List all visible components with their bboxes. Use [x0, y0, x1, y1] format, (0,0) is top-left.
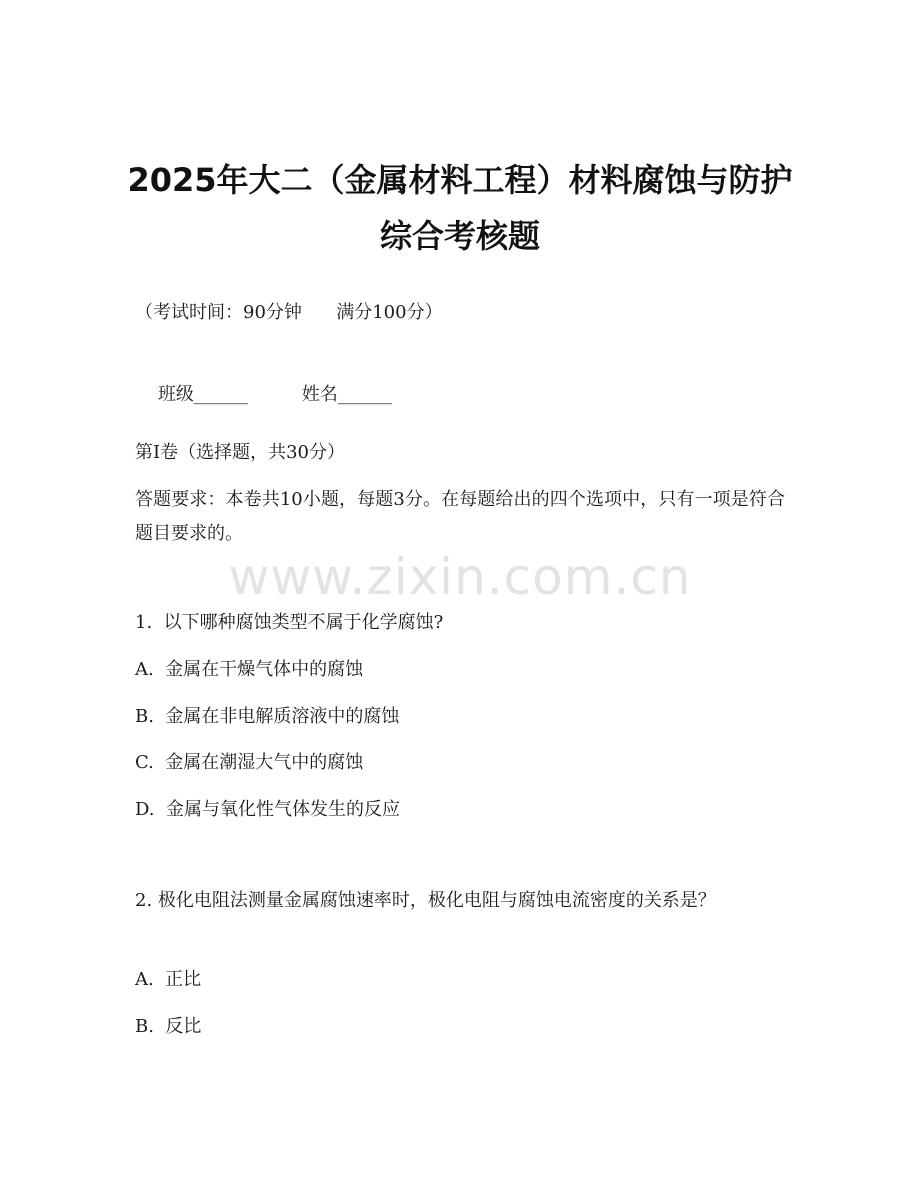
- watermark: www.zixin.com.cn: [228, 548, 692, 606]
- question-1-option-c: C. 金属在潮湿大气中的腐蚀: [135, 752, 364, 773]
- question-2-option-a: A. 正比: [135, 969, 202, 990]
- exam-info: （考试时间：90分钟 满分100分）: [135, 302, 443, 323]
- question-1-option-a: A. 金属在干燥气体中的腐蚀: [135, 659, 364, 680]
- instructions: 答题要求：本卷共10小题，每题3分。在每题给出的四个选项中，只有一项是符合题目要求的。: [135, 489, 785, 544]
- class-field-label: 班级______: [157, 384, 248, 405]
- question-1-stem: 1. 以下哪种腐蚀类型不属于化学腐蚀?: [135, 612, 444, 633]
- question-1-option-d: D. 金属与氧化性气体发生的反应: [135, 799, 400, 820]
- question-1-option-b: B. 金属在非电解质溶液中的腐蚀: [135, 706, 400, 727]
- question-2-stem: 2. 极化电阻法测量金属腐蚀速率时，极化电阻与腐蚀电流密度的关系是？: [135, 890, 716, 911]
- student-info-row: [135, 344, 785, 446]
- question-2-option-b: B. 反比: [135, 1016, 202, 1037]
- section-title: 第I卷（选择题，共30分）: [135, 442, 346, 463]
- name-field-label: 姓名______: [301, 384, 392, 405]
- document-title: 2025年大二（金属材料工程）材料腐蚀与防护综合考核题: [127, 161, 793, 255]
